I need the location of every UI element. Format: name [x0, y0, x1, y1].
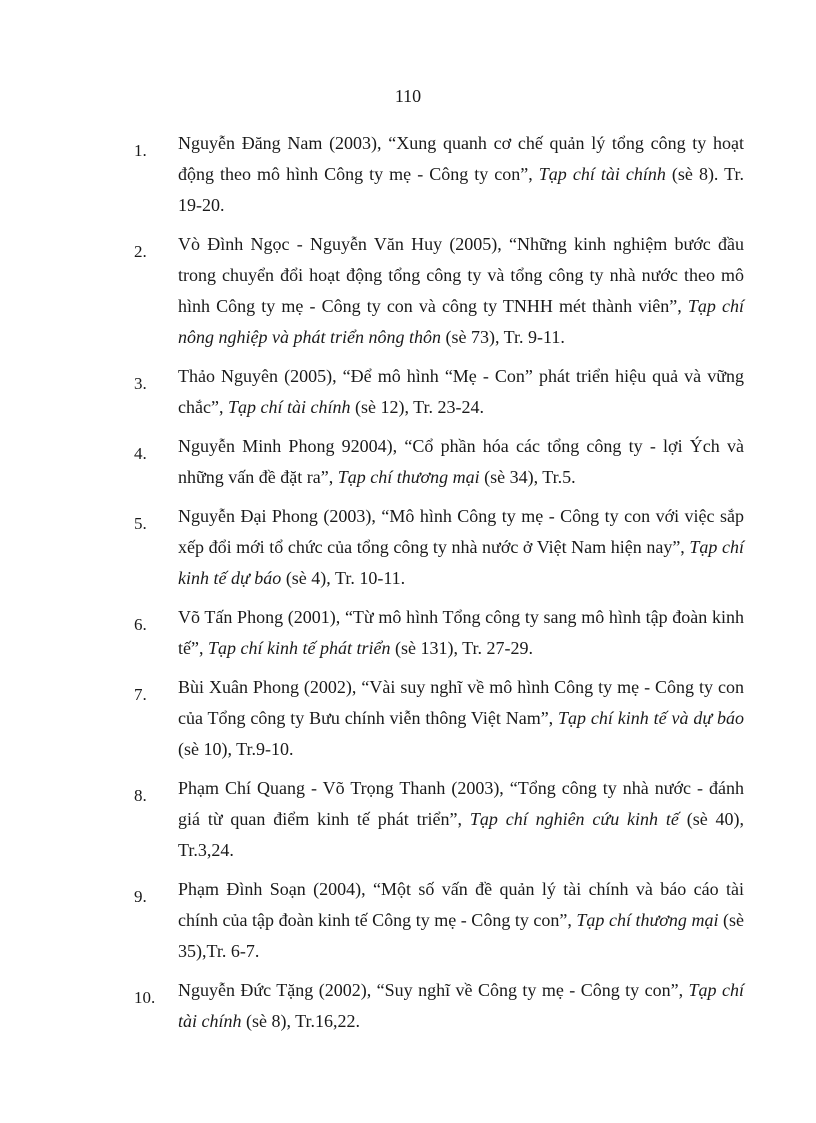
reference-journal: Tạp chí nông nghiệp và phát triển nông thôn: [178, 296, 744, 347]
reference-journal: Tạp chí kinh tế và dự báo: [558, 708, 744, 728]
reference-journal: Tạp chí thương mại: [576, 910, 719, 930]
reference-text: Thảo Nguyên (2005), “Để mô hình “Mẹ - Con” phát triển hiệu quả và vững chắc”,: [178, 366, 744, 417]
reference-details: (sè 8), Tr.16,22.: [241, 1011, 361, 1031]
reference-item: [134, 602, 744, 664]
reference-item: [134, 361, 744, 423]
reference-journal: Tạp chí kinh tế phát triển: [207, 638, 391, 658]
reference-number: 8.: [134, 786, 147, 805]
reference-item: [134, 501, 744, 594]
reference-details: (sè 12), Tr. 23-24.: [350, 397, 484, 417]
reference-number: 1.: [134, 141, 147, 160]
reference-number: 2.: [134, 242, 147, 261]
reference-details: (sè 40), Tr.3,24.: [178, 809, 745, 860]
page-number: 110: [394, 86, 422, 106]
reference-details: (sè 34), Tr.5.: [479, 467, 576, 487]
reference-details: (sè 73), Tr. 9-11.: [440, 327, 565, 347]
reference-item: [134, 672, 744, 765]
reference-number: 3.: [134, 374, 147, 393]
reference-text: Nguyễn Đại Phong (2003), “Mô hình Công ty mẹ - Công ty con với việc sắp xếp đổi mới tổ chức của tổng công ty nhà nước ở Việt Nam hiện nay”,: [178, 506, 744, 557]
reference-item: [134, 128, 744, 221]
reference-text: Phạm Đình Soạn (2004), “Một số vấn đề quản lý tài chính và báo cáo tài chính của tập đoàn kinh tế Công ty mẹ - Công ty con”,: [178, 879, 744, 930]
reference-journal: Tạp chí tài chính: [178, 980, 744, 1031]
reference-text: Phạm Chí Quang - Võ Trọng Thanh (2003), “Tổng công ty nhà nước - đánh giá từ quan điểm kinh tế phát triển”,: [178, 778, 744, 829]
reference-number: 10.: [134, 988, 156, 1007]
reference-details: (sè 35),Tr. 6-7.: [178, 910, 744, 961]
reference-number: 7.: [134, 685, 147, 704]
reference-details: (sè 8). Tr. 19-20.: [178, 164, 744, 215]
reference-journal: Tạp chí thương mại: [337, 467, 480, 487]
reference-text: Nguyễn Đăng Nam (2003), “Xung quanh cơ chế quản lý tổng công ty hoạt động theo mô hình Công ty mẹ - Công ty con”,: [178, 133, 744, 184]
reference-item: [134, 431, 744, 493]
reference-text: Vò Đình Ngọc - Nguyễn Văn Huy (2005), “Những kinh nghiệm bước đầu trong chuyển đổi hoạt động tổng công ty và tổng công ty nhà nước theo mô hình Công ty mẹ - Công ty con và công ty TNHH mét thành viên”,: [178, 234, 744, 316]
reference-number: 4.: [134, 444, 147, 463]
reference-journal: Tạp chí nghiên cứu kinh tế: [469, 809, 679, 829]
reference-details: (sè 4), Tr. 10-11.: [281, 568, 406, 588]
reference-number: 6.: [134, 615, 147, 634]
reference-number: 9.: [134, 887, 147, 906]
reference-item: [134, 975, 744, 1037]
reference-text: Võ Tấn Phong (2001), “Từ mô hình Tổng công ty sang mô hình tập đoàn kinh tế”,: [178, 607, 744, 658]
reference-item: [134, 229, 744, 353]
reference-text: Nguyễn Đức Tặng (2002), “Suy nghĩ về Công ty mẹ - Công ty con”,: [178, 980, 689, 1000]
reference-text: Bùi Xuân Phong (2002), “Vài suy nghĩ về mô hình Công ty mẹ - Công ty con của Tổng công ty Bưu chính viễn thông Việt Nam”,: [178, 677, 744, 728]
reference-journal: Tạp chí tài chính: [538, 164, 666, 184]
reference-journal: Tạp chí tài chính: [227, 397, 351, 417]
reference-details: (sè 10), Tr.9-10.: [178, 739, 294, 759]
reference-journal: Tạp chí kinh tế dự báo: [178, 537, 744, 588]
reference-item: [134, 874, 744, 967]
reference-text: Nguyễn Minh Phong 92004), “Cổ phần hóa các tổng công ty - lợi Ých và những vấn đề đặt ra”,: [178, 436, 744, 487]
reference-list: [134, 128, 744, 1045]
reference-item: [134, 773, 744, 866]
reference-details: (sè 131), Tr. 27-29.: [390, 638, 533, 658]
reference-number: 5.: [134, 514, 147, 533]
